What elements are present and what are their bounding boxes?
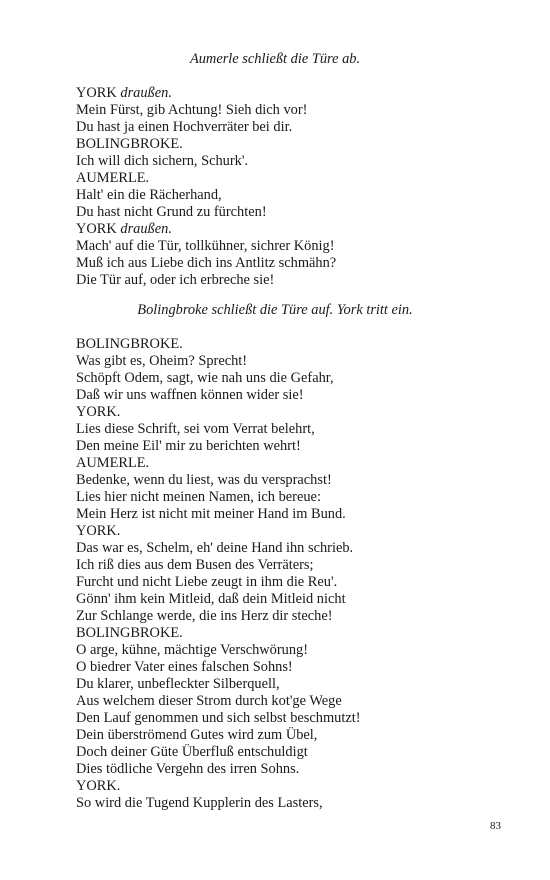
line-text: Halt' ein die Rächerhand, — [76, 187, 222, 203]
text-line — [76, 710, 361, 727]
text-line — [76, 421, 361, 438]
stage-direction-1: Aumerle schließt die Türe ab. — [189, 51, 361, 67]
text-line — [76, 761, 361, 778]
line-text: YORK — [76, 85, 121, 101]
line-text: Muß ich aus Liebe dich ins Antlitz schmähn? — [76, 255, 337, 271]
line-text: BOLINGBROKE. — [76, 336, 183, 352]
line-text: YORK. — [76, 523, 121, 539]
dialogue-block-2 — [76, 336, 361, 812]
line-text: AUMERLE. — [76, 170, 150, 186]
text-line — [76, 170, 336, 187]
line-text: Ich riß dies aus dem Busen des Verräters; — [76, 557, 314, 573]
text-line — [76, 438, 361, 455]
line-text: Daß wir uns waffnen können wider sie! — [76, 387, 304, 403]
text-line — [76, 727, 361, 744]
text-line — [76, 404, 361, 421]
page-number: 83 — [490, 820, 501, 832]
line-text: Lies hier nicht meinen Namen, ich bereue: — [76, 489, 321, 505]
text-line — [76, 119, 336, 136]
line-text: Bedenke, wenn du liest, was du versprachst! — [76, 472, 332, 488]
text-line — [76, 272, 336, 289]
text-line — [76, 591, 361, 608]
line-text: Dein überströmend Gutes wird zum Übel, — [76, 727, 318, 743]
line-text: YORK. — [76, 404, 121, 420]
line-text: Den meine Eil' mir zu berichten wehrt! — [76, 438, 301, 454]
text-line — [76, 221, 336, 238]
line-text: Den Lauf genommen und sich selbst beschmutzt! — [76, 710, 361, 726]
text-line — [76, 642, 361, 659]
line-text: Das war es, Schelm, eh' deine Hand ihn schrieb. — [76, 540, 354, 556]
text-line — [76, 153, 336, 170]
text-line — [76, 489, 361, 506]
line-text: Mein Herz ist nicht mit meiner Hand im Bund. — [76, 506, 346, 522]
text-line — [76, 625, 361, 642]
text-line — [76, 523, 361, 540]
text-line — [76, 187, 336, 204]
text-line — [76, 744, 361, 761]
line-text: YORK. — [76, 778, 121, 794]
text-line — [76, 472, 361, 489]
stage-note: draußen. — [120, 221, 172, 237]
text-line — [76, 506, 361, 523]
dialogue-block-1 — [76, 85, 336, 289]
line-text: Aus welchem dieser Strom durch kot'ge Wege — [76, 693, 342, 709]
text-line — [76, 204, 336, 221]
line-text: O biedrer Vater eines falschen Sohns! — [76, 659, 293, 675]
line-text: Schöpft Odem, sagt, wie nah uns die Gefahr, — [76, 370, 334, 386]
line-text: BOLINGBROKE. — [76, 625, 183, 641]
line-text: Gönn' ihm kein Mitleid, daß dein Mitleid nicht — [76, 591, 346, 607]
line-text: Mach' auf die Tür, tollkühner, sichrer König! — [76, 238, 335, 254]
line-text: AUMERLE. — [76, 455, 150, 471]
line-text: So wird die Tugend Kupplerin des Lasters, — [76, 795, 323, 811]
line-text: Zur Schlange werde, die ins Herz dir steche! — [76, 608, 333, 624]
text-line — [76, 608, 361, 625]
text-line — [76, 557, 361, 574]
text-line — [76, 353, 361, 370]
text-line — [76, 238, 336, 255]
line-text: Furcht und nicht Liebe zeugt in ihm die Reu'. — [76, 574, 338, 590]
text-line — [76, 85, 336, 102]
line-text: Mein Fürst, gib Achtung! Sieh dich vor! — [76, 102, 308, 118]
text-line — [76, 778, 361, 795]
text-line — [76, 795, 361, 812]
line-text: BOLINGBROKE. — [76, 136, 183, 152]
stage-direction-2: Bolingbroke schließt die Türe auf. York tritt ein. — [137, 302, 413, 318]
line-text: Du klarer, unbefleckter Silberquell, — [76, 676, 280, 692]
text-line — [76, 693, 361, 710]
text-line — [76, 659, 361, 676]
line-text: Du hast ja einen Hochverräter bei dir. — [76, 119, 293, 135]
text-line — [76, 136, 336, 153]
text-line — [76, 455, 361, 472]
stage-note: draußen. — [120, 85, 172, 101]
line-text: Die Tür auf, oder ich erbreche sie! — [76, 272, 275, 288]
text-line — [76, 370, 361, 387]
text-line — [76, 336, 361, 353]
text-line — [76, 102, 336, 119]
line-text: Was gibt es, Oheim? Sprecht! — [76, 353, 248, 369]
text-line — [76, 676, 361, 693]
text-line — [76, 574, 361, 591]
line-text: Dies tödliche Vergehn des irren Sohns. — [76, 761, 300, 777]
line-text: Ich will dich sichern, Schurk'. — [76, 153, 249, 169]
text-line — [76, 387, 361, 404]
line-text: Lies diese Schrift, sei vom Verrat belehrt, — [76, 421, 315, 437]
text-line — [76, 255, 336, 272]
line-text: Du hast nicht Grund zu fürchten! — [76, 204, 267, 220]
line-text: O arge, kühne, mächtige Verschwörung! — [76, 642, 309, 658]
line-text: Doch deiner Güte Überfluß entschuldigt — [76, 744, 308, 760]
line-text: YORK — [76, 221, 121, 237]
text-line — [76, 540, 361, 557]
